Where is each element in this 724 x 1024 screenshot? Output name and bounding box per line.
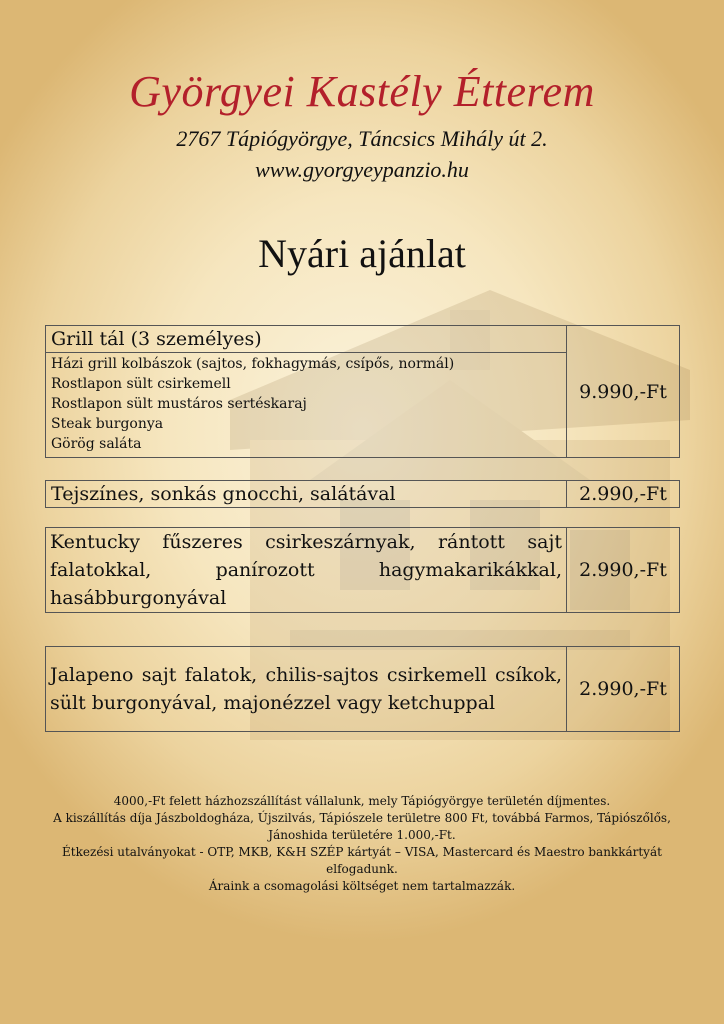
footer-line: A kiszállítás díja Jászboldogháza, Újszilvás, Tápiószele területre 800 Ft, továbbá Farmos, Tápiószőlős, Jánoshida területére 1.000,-Ft. bbox=[53, 811, 671, 842]
list-item: Házi grill kolbászok (sajtos, fokhagymás, csípős, normál) bbox=[51, 356, 455, 372]
menu-item-grill bbox=[45, 325, 680, 458]
jalapeno-name: Jalapeno sajt falatok, chilis-sajtos csirkemell csíkok, sült burgonyával, majonézzel vagy ketchuppal bbox=[46, 647, 567, 732]
gnocchi-name: Tejszínes, sonkás gnocchi, salátával bbox=[46, 481, 567, 508]
footer-line: 4000,-Ft felett házhozszállítást vállalunk, mely Tápiógyörgye területén díjmentes. bbox=[113, 794, 611, 808]
grill-items-list bbox=[46, 353, 566, 457]
delivery-info bbox=[40, 793, 684, 895]
website-link[interactable]: www.gyorgyeypanzio.hu bbox=[255, 157, 469, 182]
list-item: Rostlapon sült mustáros sertéskaraj bbox=[51, 396, 307, 412]
footer-line: Áraink a csomagolási költséget nem tartalmazzák. bbox=[208, 879, 516, 893]
footer-line: Étkezési utalványokat - OTP, MKB, K&H SZÉP kártyát – VISA, Mastercard és Maestro bankkártyát elfogadunk. bbox=[62, 845, 662, 876]
menu-item-jalapeno bbox=[45, 646, 680, 732]
kentucky-price: 2.990,-Ft bbox=[567, 528, 680, 613]
grill-price: 9.990,-Ft bbox=[567, 326, 680, 458]
address: 2767 Tápiógyörgye, Táncsics Mihály út 2. bbox=[176, 126, 548, 151]
kentucky-name: Kentucky fűszeres csirkeszárnyak, rántott sajt falatokkal, panírozott hagymakarikákkal, hasábburgonyával bbox=[46, 528, 567, 613]
grill-title: Grill tál (3 személyes) bbox=[46, 326, 566, 353]
list-item: Rostlapon sült csirkemell bbox=[51, 376, 231, 392]
list-item: Görög saláta bbox=[51, 436, 142, 452]
gnocchi-price: 2.990,-Ft bbox=[567, 481, 680, 508]
jalapeno-price: 2.990,-Ft bbox=[567, 647, 680, 732]
menu-item-gnocchi bbox=[45, 480, 680, 508]
menu-item-kentucky bbox=[45, 527, 680, 613]
restaurant-name-logo: Györgyei Kastély Étterem bbox=[129, 67, 595, 116]
list-item: Steak burgonya bbox=[51, 416, 164, 432]
page-title: Nyári ajánlat bbox=[258, 231, 466, 276]
